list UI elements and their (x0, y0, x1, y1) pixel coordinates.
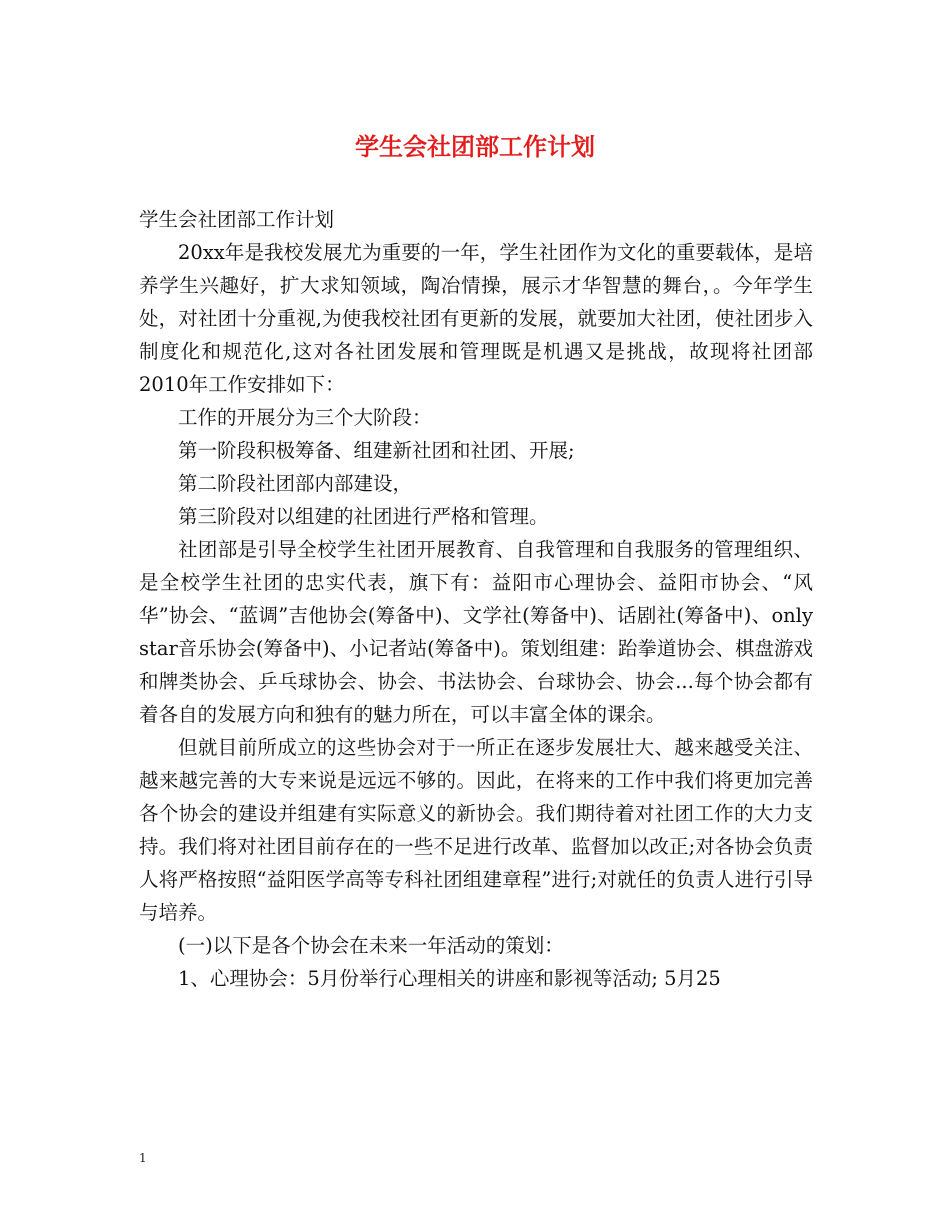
paragraph-intro: 20xx年是我校发展尤为重要的一年，学生社团作为文化的重要载体，是培养学生兴趣好，扩大求知领域，陶冶情操，展示才华智慧的舞台，。今年学生处，对社团十分重视,为使我校社团有更新的发展，就要加大社团，使社团步入制度化和规范化,这对各社团发展和管理既是机遇又是挑战，故现将社团部2010年工作安排如下： (139, 241, 813, 396)
paragraph-associations: 社团部是引导全校学生社团开展教育、自我管理和自我服务的管理组织、是全校学生社团的忠实代表，旗下有：益阳市心理协会、益阳市协会、“风华”协会、“蓝调”吉他协会(筹备中)、文学社(筹备中)、话剧社(筹备中)、only star音乐协会(筹备中)、小记者站(筹备中)。策划组建：跆拳道协会、棋盘游戏和牌类协会、乒乓球协会、协会、书法协会、台球协会、协会...每个协会都有着各自的发展方向和独有的魅力所在，可以丰富全体的课余。 (139, 538, 813, 726)
paragraph-plan-heading: (一)以下是各个协会在未来一年活动的策划： (178, 934, 564, 957)
page-number: 1 (139, 1151, 147, 1165)
paragraph-future-work: 但就目前所成立的这些协会对于一所正在逐步发展壮大、越来越受关注、越来越完善的大专来说是远远不够的。因此，在将来的工作中我们将更加完善各个协会的建设并组建有实际意义的新协会。我们期待着对社团工作的大力支持。我们将对社团目前存在的一些不足进行改革、监督加以改正;对各协会负责人将严格按照“益阳医学高等专科社团组建章程”进行;对就任的负责人进行引导与培养。 (139, 736, 813, 924)
document-subtitle: 学生会社团部工作计划 (139, 208, 335, 231)
paragraph-stages-heading: 工作的开展分为三个大阶段： (178, 406, 432, 429)
paragraph-psychology-association: 1、心理协会：5月份举行心理相关的讲座和影视等活动; 5月25 (178, 967, 721, 990)
paragraph-stage-three: 第三阶段对以组建的社团进行严格和管理。 (178, 505, 549, 528)
paragraph-stage-one: 第一阶段积极筹备、组建新社团和社团、开展; (178, 439, 575, 462)
document-body (139, 203, 813, 995)
paragraph-stage-two: 第二阶段社团部内部建设， (178, 472, 413, 495)
page-title: 学生会社团部工作计划 (355, 132, 595, 161)
